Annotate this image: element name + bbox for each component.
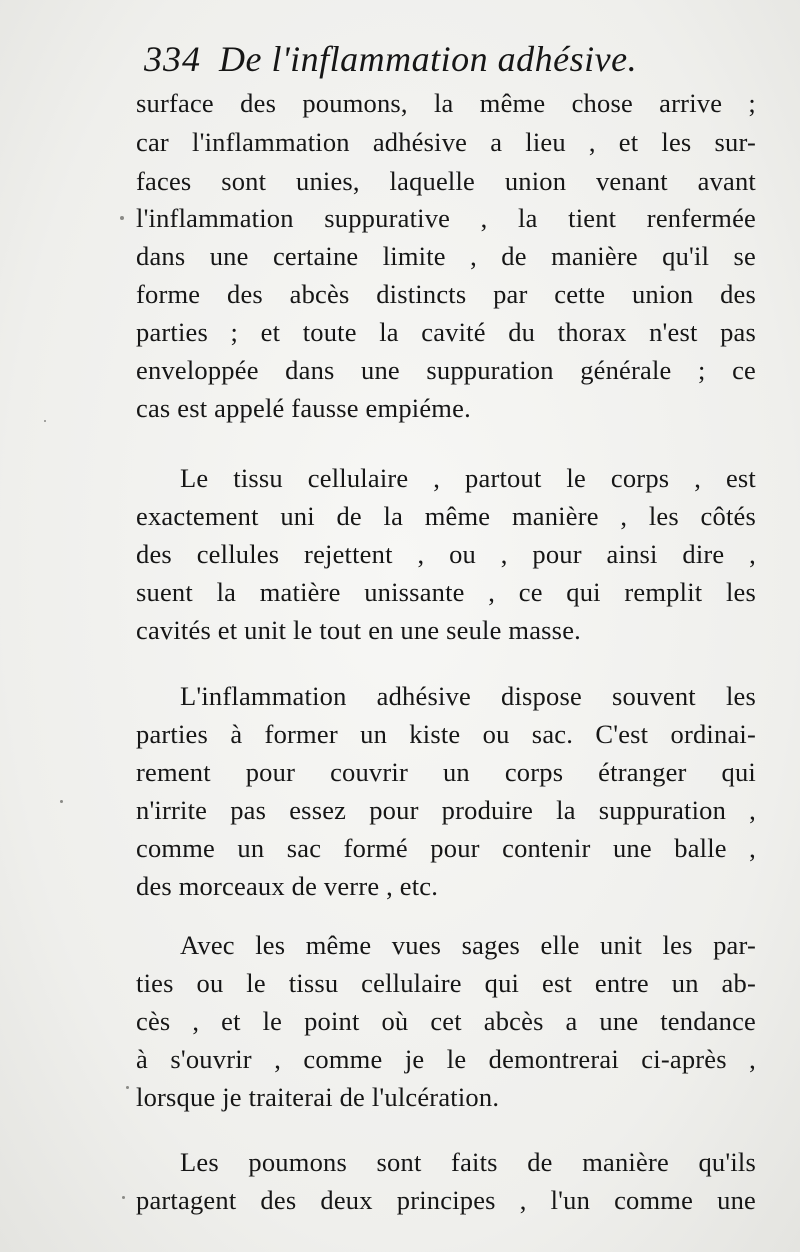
text-line: des cellules rejettent , ou , pour ainsi dire ,: [136, 539, 756, 569]
text-line: exactement uni de la même manière , les côtés: [136, 501, 756, 531]
text-line: lorsque je traiterai de l'ulcération.: [136, 1082, 500, 1112]
scan-speck: [44, 420, 46, 422]
text-line: à s'ouvrir , comme je le demontrerai ci-après ,: [136, 1044, 756, 1074]
text-line: parties à former un kiste ou sac. C'est ordinai-: [136, 719, 756, 749]
scan-speck: [122, 1196, 125, 1199]
text-line: forme des abcès distincts par cette union des: [136, 279, 756, 309]
text-line: n'irrite pas essez pour produire la suppuration ,: [136, 795, 756, 825]
text-line: Avec les même vues sages elle unit les par-: [180, 930, 756, 960]
text-line: cas est appelé fausse empiéme.: [136, 393, 471, 423]
text-line: cès , et le point où cet abcès a une tendance: [136, 1006, 756, 1036]
text-line: des morceaux de verre , etc.: [136, 871, 439, 901]
scan-speck: [60, 800, 63, 803]
text-line: L'inflammation adhésive dispose souvent les: [180, 681, 756, 711]
text-line: suent la matière unissante , ce qui remplit les: [136, 577, 756, 607]
text-line: comme un sac formé pour contenir une balle ,: [136, 833, 756, 863]
text-line: enveloppée dans une suppuration générale ; ce: [136, 355, 756, 385]
page-header: [144, 38, 764, 90]
text-line: Le tissu cellulaire , partout le corps , est: [180, 463, 756, 493]
text-line: dans une certaine limite , de manière qu'il se: [136, 241, 756, 271]
text-line: rement pour couvrir un corps étranger qui: [136, 757, 756, 787]
text-line: Les poumons sont faits de manière qu'ils: [180, 1147, 756, 1177]
text-line: car l'inflammation adhésive a lieu , et les sur-: [136, 127, 756, 157]
text-line: l'inflammation suppurative , la tient renfermée: [136, 203, 756, 233]
text-line: ties ou le tissu cellulaire qui est entre un ab-: [136, 968, 756, 998]
text-line: surface des poumons, la même chose arrive ;: [136, 88, 756, 118]
text-line: parties ; et toute la cavité du thorax n'est pas: [136, 317, 756, 347]
running-title: De l'inflammation adhésive.: [219, 39, 638, 79]
scan-speck: [120, 216, 124, 220]
text-line: cavités et unit le tout en une seule masse.: [136, 615, 581, 645]
scan-speck: [126, 1086, 129, 1089]
text-line: partagent des deux principes , l'un comme une: [136, 1185, 756, 1215]
page-number: 334: [144, 39, 201, 79]
text-line: faces sont unies, laquelle union venant avant: [136, 166, 756, 196]
